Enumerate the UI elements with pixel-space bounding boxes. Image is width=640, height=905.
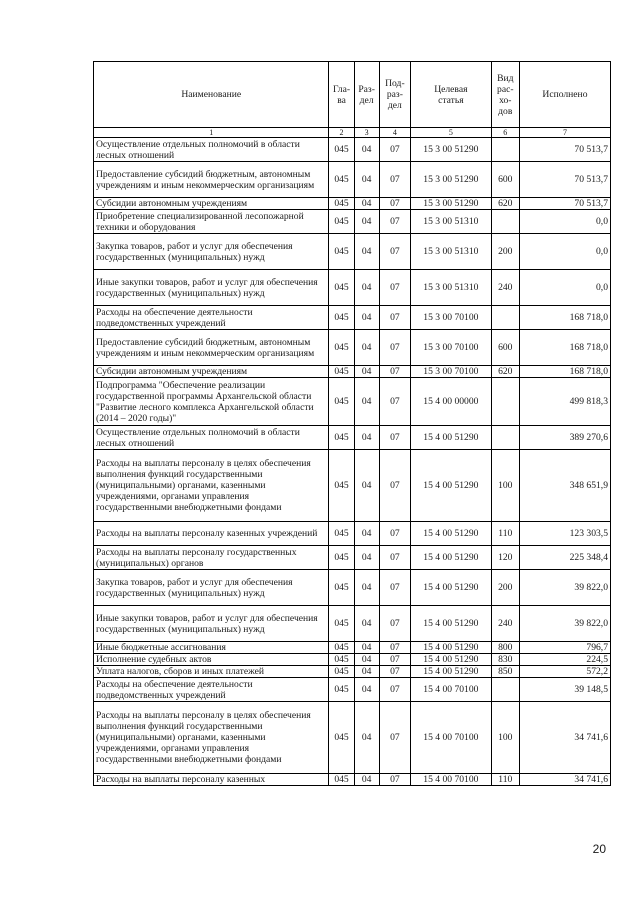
budget-table [93, 61, 611, 786]
cell-value: 123 303,5 [519, 522, 610, 546]
cell-value: 39 148,5 [519, 678, 610, 702]
cell-podrazdel: 07 [379, 366, 410, 378]
header-name: Наименование [94, 62, 329, 128]
cell-razdel: 04 [354, 570, 379, 606]
cell-target: 15 4 00 51290 [411, 450, 492, 522]
table-row [94, 198, 611, 210]
cell-target: 15 4 00 51290 [411, 666, 492, 678]
cell-name: Расходы на обеспечение деятельности подведомственных учреждений [94, 678, 329, 702]
cell-vid: 200 [491, 234, 519, 270]
cell-vid [491, 138, 519, 162]
cell-glava: 045 [329, 162, 354, 198]
table-row [94, 234, 611, 270]
cell-name: Исполнение судебных актов [94, 654, 329, 666]
cell-target: 15 3 00 51310 [411, 210, 492, 234]
cell-podrazdel: 07 [379, 330, 410, 366]
column-number: 3 [354, 128, 379, 138]
cell-target: 15 4 00 51290 [411, 654, 492, 666]
cell-name: Осуществление отдельных полномочий в области лесных отношений [94, 426, 329, 450]
cell-razdel: 04 [354, 546, 379, 570]
table-row [94, 522, 611, 546]
cell-target: 15 3 00 51290 [411, 162, 492, 198]
table-row [94, 426, 611, 450]
cell-value: 389 270,6 [519, 426, 610, 450]
cell-value: 168 718,0 [519, 366, 610, 378]
cell-vid [491, 426, 519, 450]
cell-razdel: 04 [354, 606, 379, 642]
cell-podrazdel: 07 [379, 378, 410, 426]
cell-target: 15 3 00 51310 [411, 270, 492, 306]
cell-value: 168 718,0 [519, 306, 610, 330]
table-header-row [94, 62, 611, 128]
cell-name: Субсидии автономным учреждениям [94, 366, 329, 378]
header-razdel: Раз- дел [354, 62, 379, 128]
table-row [94, 210, 611, 234]
cell-vid: 110 [491, 522, 519, 546]
cell-vid: 240 [491, 270, 519, 306]
cell-value: 70 513,7 [519, 162, 610, 198]
cell-razdel: 04 [354, 234, 379, 270]
cell-razdel: 04 [354, 426, 379, 450]
cell-razdel: 04 [354, 330, 379, 366]
cell-vid: 240 [491, 606, 519, 642]
table-row [94, 138, 611, 162]
cell-value: 70 513,7 [519, 138, 610, 162]
cell-podrazdel: 07 [379, 162, 410, 198]
cell-target: 15 3 00 51310 [411, 234, 492, 270]
cell-podrazdel: 07 [379, 210, 410, 234]
cell-value: 70 513,7 [519, 198, 610, 210]
cell-vid: 600 [491, 162, 519, 198]
cell-value: 572,2 [519, 666, 610, 678]
column-number-row [94, 128, 611, 138]
cell-vid [491, 378, 519, 426]
cell-name: Расходы на выплаты персоналу казенных [94, 774, 329, 786]
cell-podrazdel: 07 [379, 774, 410, 786]
cell-razdel: 04 [354, 162, 379, 198]
cell-glava: 045 [329, 522, 354, 546]
cell-value: 225 348,4 [519, 546, 610, 570]
cell-name: Закупка товаров, работ и услуг для обеспечения государственных (муниципальных) нужд [94, 570, 329, 606]
cell-name: Предоставление субсидий бюджетным, автономным учреждениям и иным некоммерческим организациям [94, 162, 329, 198]
cell-vid: 620 [491, 198, 519, 210]
cell-podrazdel: 07 [379, 642, 410, 654]
cell-glava: 045 [329, 234, 354, 270]
cell-razdel: 04 [354, 702, 379, 774]
column-number: 7 [519, 128, 610, 138]
cell-vid: 620 [491, 366, 519, 378]
cell-razdel: 04 [354, 138, 379, 162]
cell-glava: 045 [329, 678, 354, 702]
cell-value: 34 741,6 [519, 774, 610, 786]
cell-glava: 045 [329, 570, 354, 606]
header-glava: Гла- ва [329, 62, 354, 128]
cell-target: 15 4 00 00000 [411, 378, 492, 426]
table-row [94, 306, 611, 330]
header-done: Исполнено [519, 62, 610, 128]
cell-glava: 045 [329, 198, 354, 210]
cell-glava: 045 [329, 450, 354, 522]
cell-podrazdel: 07 [379, 234, 410, 270]
header-vid: Вид рас- хо- дов [491, 62, 519, 128]
cell-value: 796,7 [519, 642, 610, 654]
page-number: 20 [592, 842, 606, 856]
cell-razdel: 04 [354, 666, 379, 678]
cell-name: Подпрограмма "Обеспечение реализации государственной программы Архангельской области "Развитие лесного комплекса Архангельской области (2014 – 2020 годы)" [94, 378, 329, 426]
cell-vid: 110 [491, 774, 519, 786]
cell-razdel: 04 [354, 378, 379, 426]
cell-glava: 045 [329, 138, 354, 162]
cell-razdel: 04 [354, 678, 379, 702]
column-number: 4 [379, 128, 410, 138]
cell-podrazdel: 07 [379, 198, 410, 210]
table-row [94, 606, 611, 642]
cell-vid: 600 [491, 330, 519, 366]
cell-razdel: 04 [354, 522, 379, 546]
cell-vid: 200 [491, 570, 519, 606]
cell-podrazdel: 07 [379, 654, 410, 666]
cell-target: 15 4 00 51290 [411, 522, 492, 546]
table-row [94, 678, 611, 702]
header-podrazdel: Под- раз- дел [379, 62, 410, 128]
cell-podrazdel: 07 [379, 678, 410, 702]
cell-razdel: 04 [354, 210, 379, 234]
table-row [94, 366, 611, 378]
cell-value: 34 741,6 [519, 702, 610, 774]
cell-value: 0,0 [519, 270, 610, 306]
cell-name: Осуществление отдельных полномочий в области лесных отношений [94, 138, 329, 162]
cell-vid [491, 678, 519, 702]
cell-value: 0,0 [519, 210, 610, 234]
cell-name: Расходы на выплаты персоналу казенных учреждений [94, 522, 329, 546]
cell-razdel: 04 [354, 270, 379, 306]
cell-razdel: 04 [354, 198, 379, 210]
cell-vid: 120 [491, 546, 519, 570]
cell-glava: 045 [329, 606, 354, 642]
cell-value: 224,5 [519, 654, 610, 666]
cell-value: 499 818,3 [519, 378, 610, 426]
table-row [94, 330, 611, 366]
cell-podrazdel: 07 [379, 606, 410, 642]
table-row [94, 546, 611, 570]
cell-podrazdel: 07 [379, 546, 410, 570]
cell-glava: 045 [329, 666, 354, 678]
cell-target: 15 4 00 51290 [411, 546, 492, 570]
cell-name: Расходы на выплаты персоналу в целях обеспечения выполнения функций государственными (муниципальными) органами, казенными учреждениями, органами управления государственными внебюджетными фондами [94, 450, 329, 522]
cell-vid: 850 [491, 666, 519, 678]
table-row [94, 702, 611, 774]
cell-target: 15 3 00 70100 [411, 306, 492, 330]
cell-name: Иные бюджетные ассигнования [94, 642, 329, 654]
cell-podrazdel: 07 [379, 570, 410, 606]
cell-razdel: 04 [354, 366, 379, 378]
cell-name: Приобретение специализированной лесопожарной техники и оборудования [94, 210, 329, 234]
cell-glava: 045 [329, 654, 354, 666]
cell-podrazdel: 07 [379, 666, 410, 678]
table-row [94, 450, 611, 522]
cell-target: 15 4 00 70100 [411, 774, 492, 786]
cell-razdel: 04 [354, 306, 379, 330]
table-row [94, 774, 611, 786]
cell-value: 168 718,0 [519, 330, 610, 366]
cell-podrazdel: 07 [379, 522, 410, 546]
cell-podrazdel: 07 [379, 138, 410, 162]
cell-podrazdel: 07 [379, 702, 410, 774]
table-row [94, 378, 611, 426]
cell-glava: 045 [329, 210, 354, 234]
cell-glava: 045 [329, 642, 354, 654]
cell-name: Уплата налогов, сборов и иных платежей [94, 666, 329, 678]
header-target: Целевая статья [411, 62, 492, 128]
cell-glava: 045 [329, 306, 354, 330]
table-row [94, 654, 611, 666]
cell-vid [491, 306, 519, 330]
cell-value: 39 822,0 [519, 606, 610, 642]
cell-glava: 045 [329, 330, 354, 366]
cell-podrazdel: 07 [379, 426, 410, 450]
table-row [94, 570, 611, 606]
cell-glava: 045 [329, 426, 354, 450]
cell-target: 15 4 00 51290 [411, 642, 492, 654]
column-number: 1 [94, 128, 329, 138]
table-row [94, 270, 611, 306]
column-number: 6 [491, 128, 519, 138]
cell-name: Расходы на выплаты персоналу государственных (муниципальных) органов [94, 546, 329, 570]
cell-target: 15 4 00 51290 [411, 570, 492, 606]
cell-razdel: 04 [354, 774, 379, 786]
cell-vid: 100 [491, 450, 519, 522]
cell-podrazdel: 07 [379, 270, 410, 306]
cell-razdel: 04 [354, 642, 379, 654]
cell-value: 0,0 [519, 234, 610, 270]
cell-name: Расходы на обеспечение деятельности подведомственных учреждений [94, 306, 329, 330]
cell-glava: 045 [329, 270, 354, 306]
cell-vid: 100 [491, 702, 519, 774]
column-number: 5 [411, 128, 492, 138]
cell-target: 15 3 00 70100 [411, 330, 492, 366]
cell-name: Закупка товаров, работ и услуг для обеспечения государственных (муниципальных) нужд [94, 234, 329, 270]
cell-podrazdel: 07 [379, 306, 410, 330]
cell-target: 15 3 00 70100 [411, 366, 492, 378]
cell-name: Субсидии автономным учреждениям [94, 198, 329, 210]
cell-value: 39 822,0 [519, 570, 610, 606]
cell-target: 15 4 00 70100 [411, 678, 492, 702]
cell-vid: 800 [491, 642, 519, 654]
cell-glava: 045 [329, 366, 354, 378]
cell-value: 348 651,9 [519, 450, 610, 522]
table-row [94, 666, 611, 678]
table-row [94, 642, 611, 654]
cell-target: 15 4 00 51290 [411, 426, 492, 450]
cell-name: Предоставление субсидий бюджетным, автономным учреждениям и иным некоммерческим организациям [94, 330, 329, 366]
cell-glava: 045 [329, 378, 354, 426]
cell-name: Иные закупки товаров, работ и услуг для обеспечения государственных (муниципальных) нужд [94, 270, 329, 306]
table-row [94, 162, 611, 198]
cell-target: 15 3 00 51290 [411, 198, 492, 210]
cell-glava: 045 [329, 702, 354, 774]
cell-podrazdel: 07 [379, 450, 410, 522]
cell-name: Иные закупки товаров, работ и услуг для обеспечения государственных (муниципальных) нужд [94, 606, 329, 642]
cell-target: 15 4 00 51290 [411, 606, 492, 642]
cell-razdel: 04 [354, 654, 379, 666]
cell-target: 15 4 00 70100 [411, 702, 492, 774]
cell-vid: 830 [491, 654, 519, 666]
cell-vid [491, 210, 519, 234]
cell-razdel: 04 [354, 450, 379, 522]
cell-glava: 045 [329, 774, 354, 786]
cell-glava: 045 [329, 546, 354, 570]
cell-target: 15 3 00 51290 [411, 138, 492, 162]
column-number: 2 [329, 128, 354, 138]
cell-name: Расходы на выплаты персоналу в целях обеспечения выполнения функций государственными (муниципальными) органами, казенными учреждениями, органами управления государственными внебюджетными фондами [94, 702, 329, 774]
